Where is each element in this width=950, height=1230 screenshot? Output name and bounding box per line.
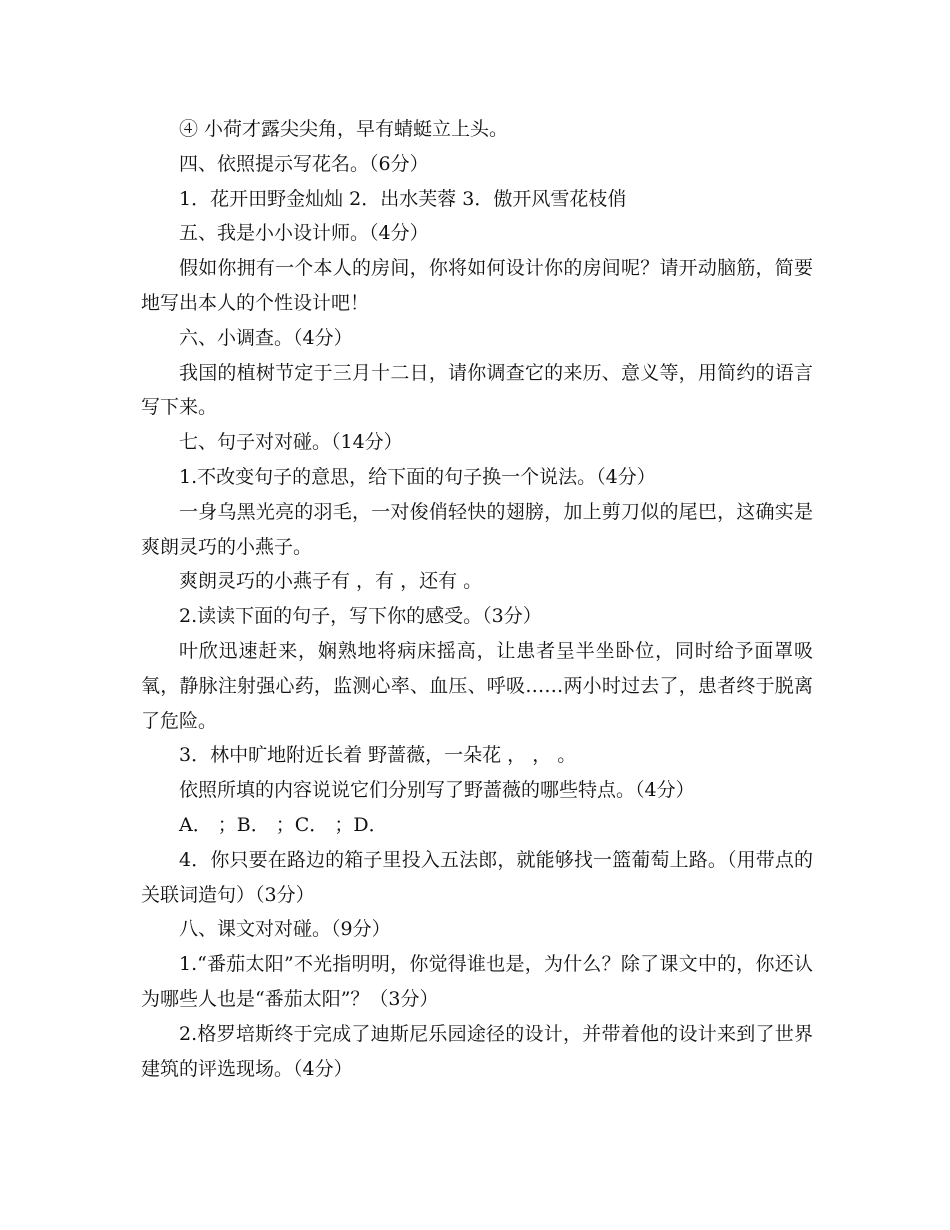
section-7-q2-passage: 叶欣迅速赶来，娴熟地将病床摇高，让患者呈半坐卧位，同时给予面罩吸氧，静脉注射强心药，监测心率、血压、呼吸……两小时过去了，患者终于脱离了危险。: [141, 639, 813, 732]
section-8-heading: 八、课文对对碰。（9分）: [179, 918, 391, 941]
section-6-question: 我国的植树节定于三月十二日，请你调查它的来历、意义等，用简约的语言写下来。: [141, 361, 813, 419]
section-8-q1: 1.“番茄太阳”不光指明明，你觉得谁也是，为什么？除了课文中的，你还认为哪些人也是“番茄太阳”？（3分）: [141, 953, 813, 1010]
line-poem-4: ④ 小荷才露尖尖角，早有蜻蜓立上头。: [179, 118, 509, 140]
section-4-prompts: 1．花开田野金灿灿 2．出水芙蓉 3．傲开风雪花枝俏: [179, 187, 627, 210]
section-7-q1-blank: 爽朗灵巧的小燕子有 ，有 ，还有 。: [179, 570, 483, 593]
section-7-q3: 3．林中旷地附近长着 野蔷薇，一朵花 ， ， 。: [179, 744, 577, 767]
section-7-q4: 4．你只要在路边的箱子里投入五法郎，就能够找一篮葡萄上路。（用带点的关联词造句）（3分）: [141, 848, 813, 906]
section-6-heading: 六、小调查。（4分）: [179, 326, 353, 349]
section-7-q1-sentence: 一身乌黑光亮的羽毛，一对俊俏轻快的翅膀，加上剪刀似的尾巴，这确实是爽朗灵巧的小燕子。: [141, 500, 813, 558]
section-7-q1: 1.不改变句子的意思，给下面的句子换一个说法。（4分）: [179, 465, 656, 488]
section-5-question: 假如你拥有一个本人的房间，你将如何设计你的房间呢？请开动脑筋，简要地写出本人的个性设计吧！: [141, 257, 813, 314]
section-4-heading: 四、依照提示写花名。（6分）: [179, 152, 429, 175]
section-7-q2: 2.读读下面的句子，写下你的感受。（3分）: [179, 605, 542, 628]
document-body: [141, 112, 813, 1086]
section-5-heading: 五、我是小小设计师。（4分）: [179, 222, 429, 245]
section-7-q3-instruction: 依照所填的内容说说它们分别写了野蔷薇的哪些特点。（4分）: [179, 779, 695, 802]
section-8-q2: 2.格罗培斯终于完成了迪斯尼乐园途径的设计，并带着他的设计来到了世界建筑的评选现场。（4分）: [141, 1022, 813, 1080]
section-7-heading: 七、句子对对碰。（14分）: [179, 431, 403, 454]
section-7-q3-options: A． ；B． ；C． ；D．: [179, 813, 388, 836]
